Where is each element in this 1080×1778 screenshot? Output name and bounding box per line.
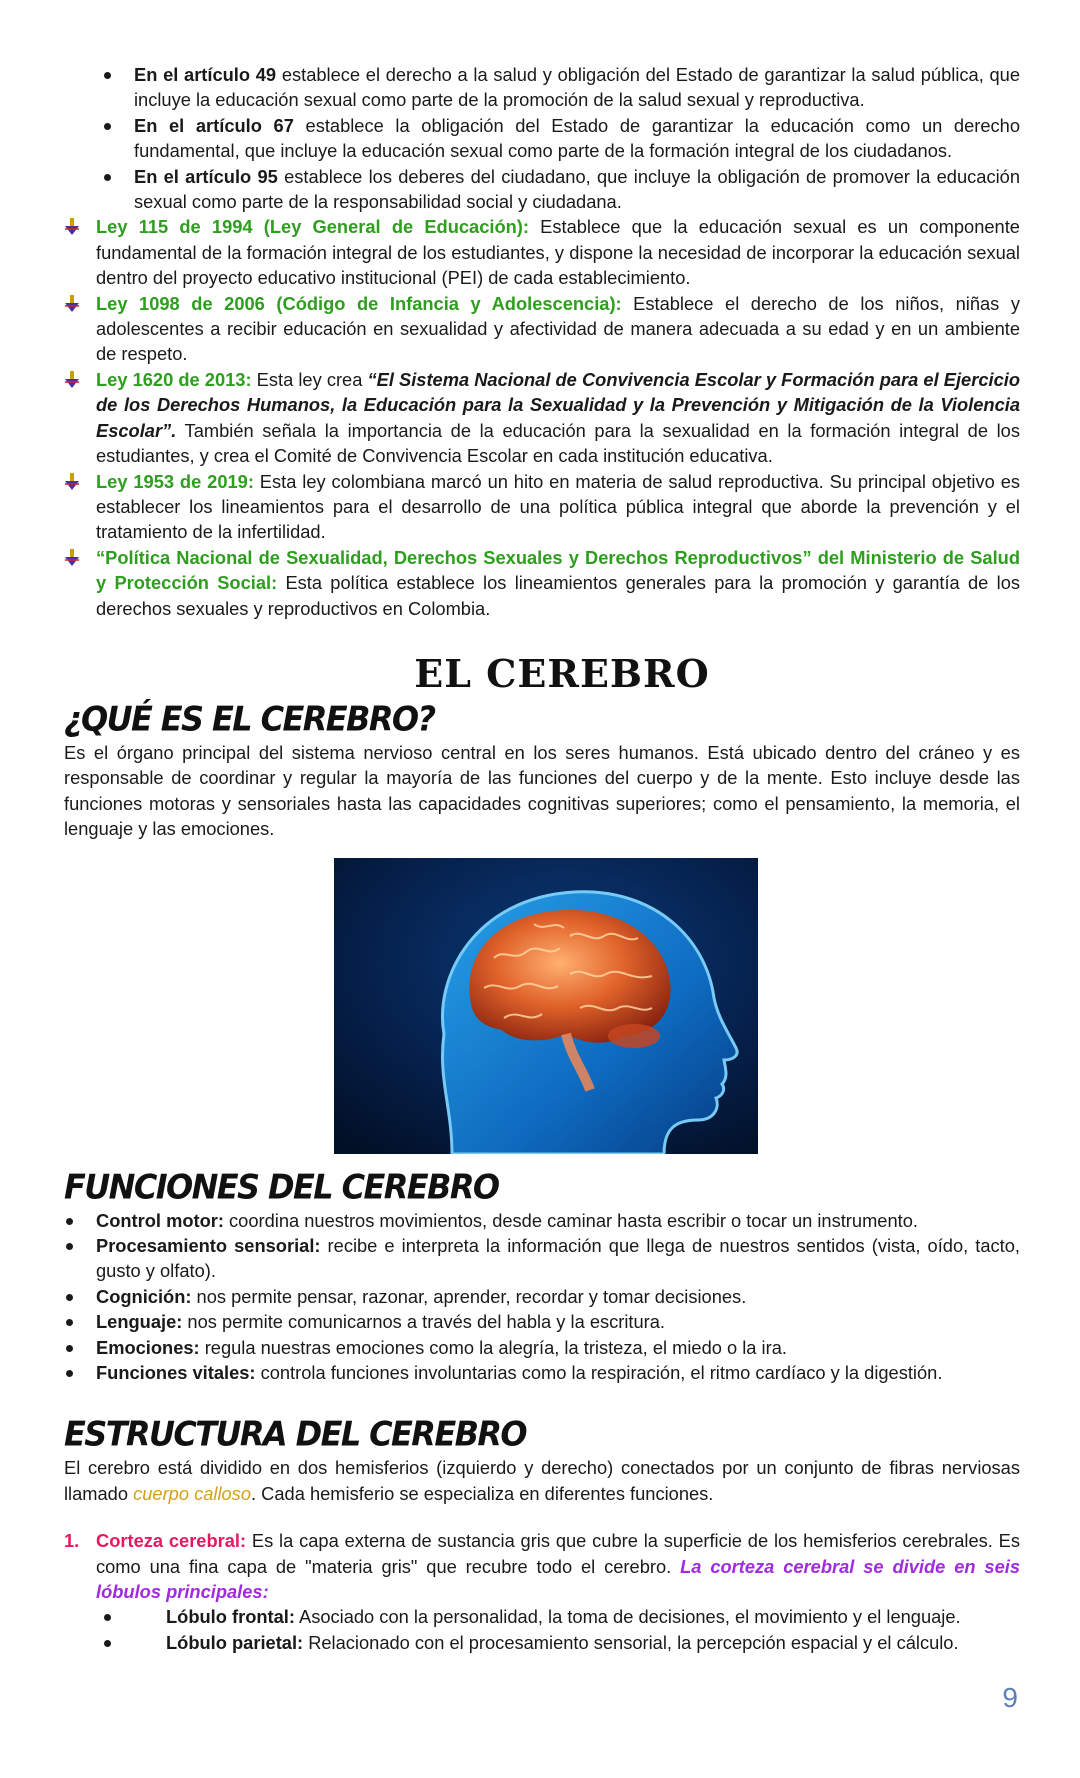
section-title-functions: FUNCIONES DEL CEREBRO (64, 1166, 499, 1207)
page-content (64, 62, 1020, 1655)
list-item: Ley 115 de 1994 (Ley General de Educación): Establece que la educación sexual es un componente fundamental de la formación integral de los estudiantes, y dispone la necesidad de incorporar la educación sexual dentro del proyecto educativo institucional (PEI) de cada establecimiento. (64, 214, 1020, 290)
page-title: EL CEREBRO (414, 650, 710, 696)
arrow-down-bullet-icon (64, 371, 80, 389)
list-item: Lóbulo frontal: Asociado con la personalidad, la toma de decisiones, el movimiento y el lenguaje. (134, 1604, 1020, 1629)
list-item: Ley 1620 de 2013: Esta ley crea “El Sistema Nacional de Convivencia Escolar y Formación para el Ejercicio de los Derechos Humanos, la Educación para la Sexualidad y la Prevención y Mitigación de la Violencia Escolar”. También señala la importancia de la educación para la sexualidad en la formación integral de los estudiantes, y crea el Comité de Convivencia Escolar en cada institución educativa. (64, 367, 1020, 469)
list-item: Procesamiento sensorial: recibe e interpreta la información que llega de nuestros sentidos (vista, oído, tacto, gusto y olfato). (64, 1233, 1020, 1284)
list-item: Cognición: nos permite pensar, razonar, aprender, recordar y tomar decisiones. (64, 1284, 1020, 1309)
list-item: Ley 1953 de 2019: Esta ley colombiana marcó un hito en materia de salud reproductiva. Su principal objetivo es establecer los lineamientos para el desarrollo de una política pública integral que aborde la prevención y el tratamiento de la infertilidad. (64, 469, 1020, 545)
list-item: Funciones vitales: controla funciones involuntarias como la respiración, el ritmo cardíaco y la digestión. (64, 1360, 1020, 1385)
list-item: En el artículo 95 establece los deberes del ciudadano, que incluye la obligación de promover la educación sexual como parte de la responsabilidad social y ciudadana. (134, 164, 1020, 215)
list-item: En el artículo 67 establece la obligación del Estado de garantizar la educación como un derecho fundamental, que incluye la educación sexual como parte de la formación integral de los ciudadanos. (134, 113, 1020, 164)
functions-list (64, 1208, 1020, 1386)
list-item: En el artículo 49 establece el derecho a la salud y obligación del Estado de garantizar la salud pública, que incluye la educación sexual como parte de la promoción de la salud sexual y reproductiva. (134, 62, 1020, 113)
list-item: Emociones: regula nuestras emociones como la alegría, la tristeza, el miedo o la ira. (64, 1335, 1020, 1360)
list-item: Lenguaje: nos permite comunicarnos a través del habla y la escritura. (64, 1309, 1020, 1334)
structure-intro: El cerebro está dividido en dos hemisferios (izquierdo y derecho) conectados por un conjunto de fibras nerviosas llamado cuerpo calloso. Cada hemisferio se especializa en diferentes funciones. (64, 1457, 1020, 1504)
list-item: 1. Corteza cerebral: Es la capa externa de sustancia gris que cubre la superficie de los hemisferios cerebrales. Es como una fina capa de "materia gris" que recubre todo el cerebro. La corteza cerebral se divide en seis lóbulos principales: Lóbulo frontal: Asociado con la personalidad, la toma de decisiones, el movimiento y el lenguaje. Lóbulo parietal: Relacionado con el procesamiento sensorial, la percepción espacial y el cálculo. (64, 1528, 1020, 1655)
lobes-list (96, 1604, 1020, 1655)
list-item: Ley 1098 de 2006 (Código de Infancia y Adolescencia): Establece el derecho de los niños, niñas y adolescentes a recibir educación en sexualidad y afectividad de manera adecuada a su edad y en un ambiente de respeto. (64, 291, 1020, 367)
list-item: “Política Nacional de Sexualidad, Derechos Sexuales y Derechos Reproductivos” del Ministerio de Salud y Protección Social: Esta política establece los lineamientos generales para la promoción y garantía de los derechos sexuales y reproductivos en Colombia. (64, 545, 1020, 621)
arrow-down-bullet-icon (64, 549, 80, 567)
what-is-paragraph: Es el órgano principal del sistema nervioso central en los seres humanos. Está ubicado dentro del cráneo y es responsable de coordinar y regular la mayoría de las funciones del cuerpo y de la mente. Esto incluye desde las funciones motoras y sensoriales hasta las capacidades cognitivas superiores; como el pensamiento, la memoria, el lenguaje y las emociones. (64, 741, 1020, 840)
page-number: 9 (1002, 1682, 1018, 1713)
arrow-down-bullet-icon (64, 218, 80, 236)
section-title-what-is: ¿QUÉ ES EL CEREBRO? (64, 698, 435, 739)
section-title-structure: ESTRUCTURA DEL CEREBRO (64, 1414, 527, 1455)
arrow-down-bullet-icon (64, 473, 80, 491)
law-list (64, 214, 1020, 621)
brain-image (334, 858, 758, 1154)
list-item: Lóbulo parietal: Relacionado con el procesamiento sensorial, la percepción espacial y el cálculo. (134, 1630, 1020, 1655)
article-list (64, 62, 1020, 214)
structure-list (64, 1528, 1020, 1655)
arrow-down-bullet-icon (64, 295, 80, 313)
list-item: Control motor: coordina nuestros movimientos, desde caminar hasta escribir o tocar un instrumento. (64, 1208, 1020, 1233)
brain-head-illustration (334, 858, 758, 1154)
